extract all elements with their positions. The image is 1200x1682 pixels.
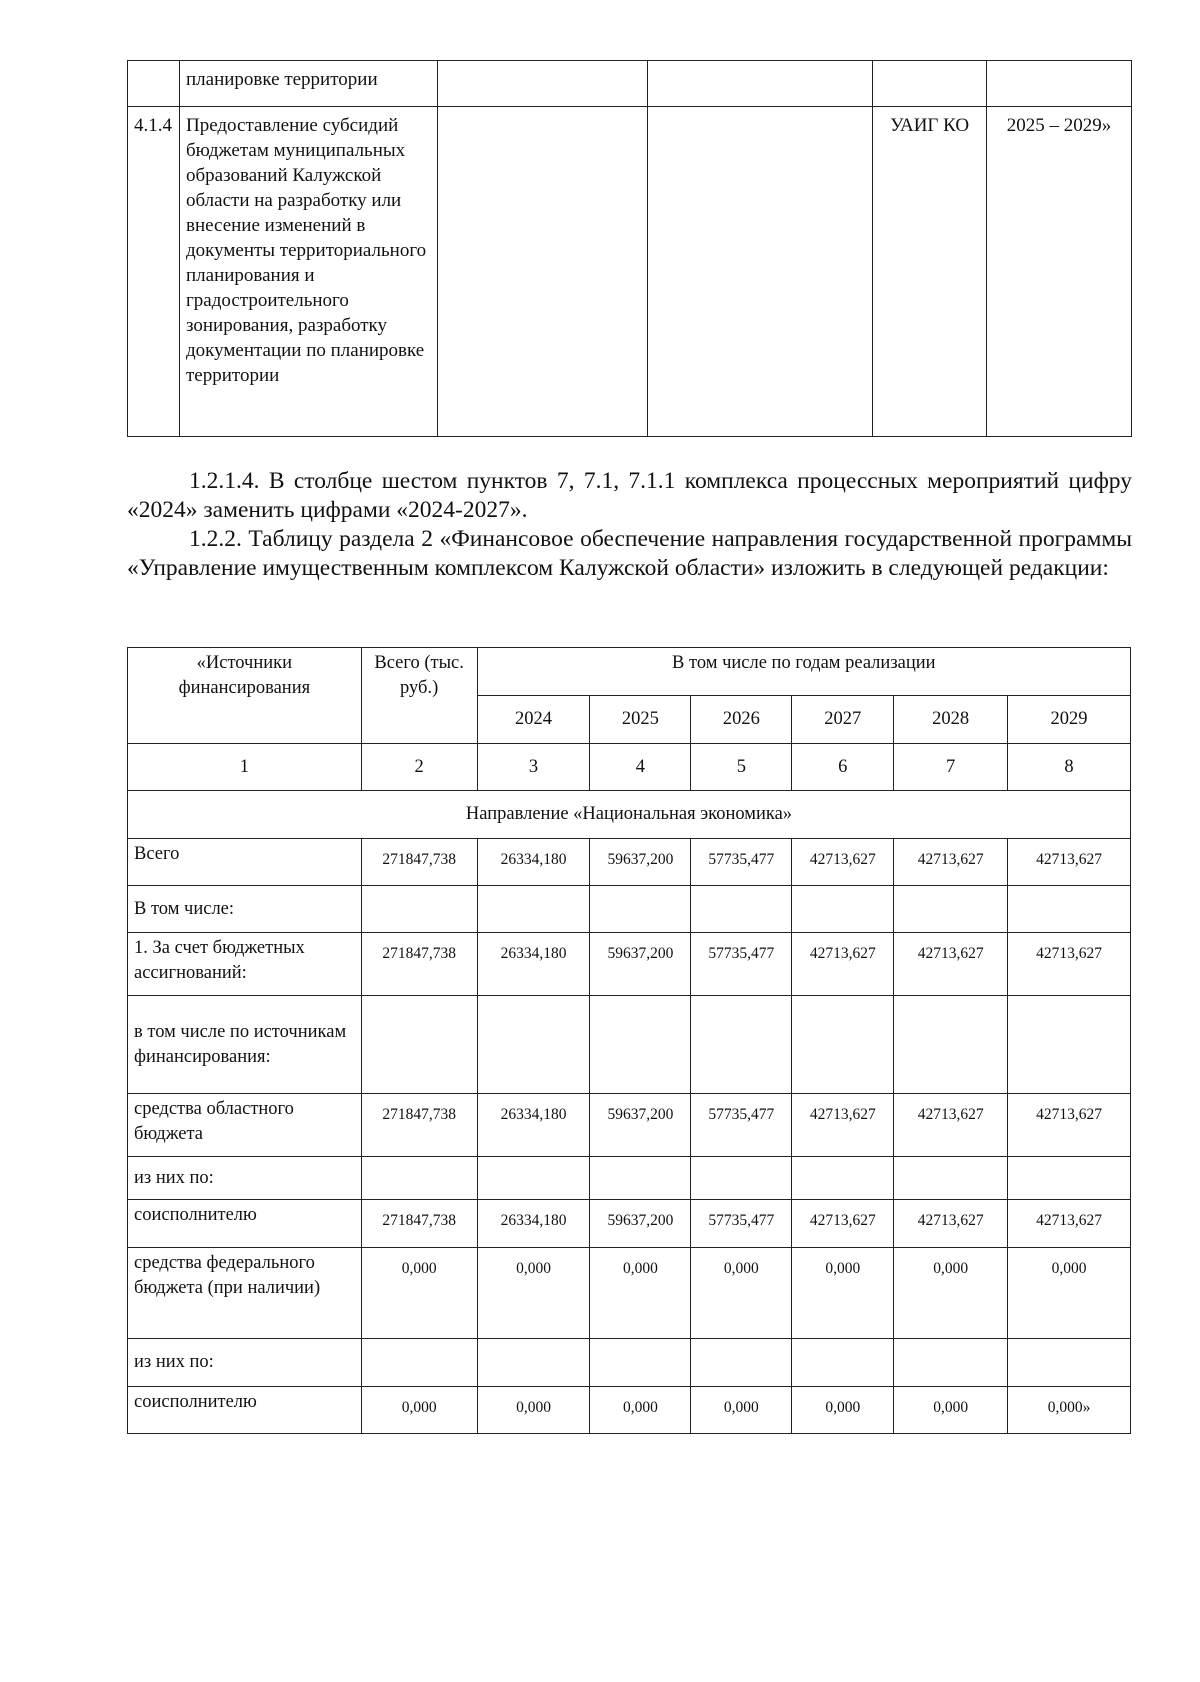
value-cell: [894, 1157, 1008, 1200]
value-cell: [691, 996, 792, 1094]
value-cell: 0,000: [477, 1387, 590, 1434]
value-cell: 0,000: [590, 1387, 691, 1434]
table-row: [128, 933, 1131, 996]
value-cell: 42713,627: [1008, 933, 1131, 996]
value-cell: 0,000: [691, 1248, 792, 1339]
column-number: 4: [590, 744, 691, 791]
value-cell: 59637,200: [590, 933, 691, 996]
table-row: [128, 1339, 1131, 1387]
empty-cell: [437, 61, 647, 107]
header-sources: «Источники финансирования: [128, 648, 362, 744]
value-cell: 271847,738: [361, 1094, 477, 1157]
row-label: из них по:: [128, 1339, 362, 1387]
value-cell: [361, 1157, 477, 1200]
value-cell: 42713,627: [894, 933, 1008, 996]
row-label: в том числе по источникам финансирования:: [128, 996, 362, 1094]
responsible-org: [873, 61, 987, 107]
value-cell: 57735,477: [691, 839, 792, 886]
value-cell: 57735,477: [691, 1094, 792, 1157]
value-cell: [792, 886, 894, 933]
column-number: 8: [1008, 744, 1131, 791]
column-number: 3: [477, 744, 590, 791]
table-row: [128, 1387, 1131, 1434]
paragraph-1-2-2: 1.2.2. Таблицу раздела 2 «Финансовое обеспечение направления государственной программы «Управление имущественным комплексом Калужской области» изложить в следующей редакции:: [127, 526, 1132, 581]
table-row: [128, 996, 1131, 1094]
value-cell: 59637,200: [590, 1200, 691, 1248]
value-cell: 0,000: [361, 1248, 477, 1339]
column-number: 5: [691, 744, 792, 791]
value-cell: [590, 996, 691, 1094]
value-cell: [477, 1339, 590, 1387]
value-cell: [590, 1157, 691, 1200]
value-cell: 0,000: [1008, 1248, 1131, 1339]
value-cell: 59637,200: [590, 839, 691, 886]
finance-rows: [128, 839, 1131, 1434]
header-row: [128, 648, 1131, 696]
value-cell: 26334,180: [477, 1094, 590, 1157]
row-label: средства областного бюджета: [128, 1094, 362, 1157]
value-cell: 26334,180: [477, 839, 590, 886]
row-number: 4.1.4: [128, 107, 180, 437]
header-year: 2028: [894, 696, 1008, 744]
column-number: 2: [361, 744, 477, 791]
row-label: соисполнителю: [128, 1200, 362, 1248]
value-cell: [894, 1339, 1008, 1387]
value-cell: 271847,738: [361, 1200, 477, 1248]
value-cell: 0,000: [792, 1248, 894, 1339]
empty-cell: [647, 107, 873, 437]
header-years-group: В том числе по годам реализации: [477, 648, 1130, 696]
value-cell: 271847,738: [361, 933, 477, 996]
value-cell: 42713,627: [1008, 839, 1131, 886]
paragraph-1-2-1-4: 1.2.1.4. В столбце шестом пунктов 7, 7.1, 7.1.1 комплекса процессных мероприятий цифру «2024» заменить цифрами «2024-2027».: [127, 468, 1132, 523]
header-year: 2026: [691, 696, 792, 744]
table-row: [128, 886, 1131, 933]
row-label: В том числе:: [128, 886, 362, 933]
value-cell: 271847,738: [361, 839, 477, 886]
value-cell: 42713,627: [792, 1094, 894, 1157]
value-cell: 42713,627: [1008, 1094, 1131, 1157]
table-row: [128, 107, 1132, 437]
value-cell: 59637,200: [590, 1094, 691, 1157]
row-label: Всего: [128, 839, 362, 886]
row-label: соисполнителю: [128, 1387, 362, 1434]
activity-name: планировке территории: [179, 61, 437, 107]
value-cell: 57735,477: [691, 1200, 792, 1248]
value-cell: [691, 1157, 792, 1200]
value-cell: 42713,627: [1008, 1200, 1131, 1248]
header-year: 2029: [1008, 696, 1131, 744]
value-cell: [1008, 886, 1131, 933]
value-cell: [894, 886, 1008, 933]
header-year: 2025: [590, 696, 691, 744]
value-cell: 0,000: [894, 1248, 1008, 1339]
value-cell: [1008, 1339, 1131, 1387]
table-row: [128, 1094, 1131, 1157]
value-cell: 42713,627: [894, 1200, 1008, 1248]
table-row: [128, 61, 1132, 107]
value-cell: [894, 996, 1008, 1094]
value-cell: [1008, 1157, 1131, 1200]
column-number: 6: [792, 744, 894, 791]
value-cell: 0,000: [792, 1387, 894, 1434]
header-year: 2024: [477, 696, 590, 744]
value-cell: [691, 1339, 792, 1387]
header-total: Всего (тыс. руб.): [361, 648, 477, 744]
value-cell: [1008, 996, 1131, 1094]
value-cell: [477, 886, 590, 933]
value-cell: 0,000: [590, 1248, 691, 1339]
responsible-org: УАИГ КО: [873, 107, 987, 437]
value-cell: [361, 996, 477, 1094]
value-cell: [590, 1339, 691, 1387]
value-cell: [792, 996, 894, 1094]
value-cell: 42713,627: [894, 839, 1008, 886]
header-year: 2027: [792, 696, 894, 744]
column-number: 7: [894, 744, 1008, 791]
table-row: [128, 839, 1131, 886]
value-cell: 42713,627: [792, 839, 894, 886]
row-label: средства федерального бюджета (при наличии): [128, 1248, 362, 1339]
value-cell: [477, 1157, 590, 1200]
value-cell: [477, 996, 590, 1094]
empty-cell: [437, 107, 647, 437]
value-cell: [361, 886, 477, 933]
implementation-period: 2025 – 2029»: [987, 107, 1132, 437]
row-label: из них по:: [128, 1157, 362, 1200]
row-label: 1. За счет бюджетных ассигнований:: [128, 933, 362, 996]
section-title: Направление «Национальная экономика»: [128, 791, 1131, 839]
column-number: 1: [128, 744, 362, 791]
value-cell: 26334,180: [477, 1200, 590, 1248]
activity-name: Предоставление субсидий бюджетам муниципальных образований Калужской области на разработку или внесение изменений в документы территориального планирования и градостроительного зонирования, разработку документации по планировке территории: [179, 107, 437, 437]
value-cell: 0,000: [691, 1387, 792, 1434]
implementation-period: [987, 61, 1132, 107]
row-number: [128, 61, 180, 107]
value-cell: 57735,477: [691, 933, 792, 996]
value-cell: [590, 886, 691, 933]
value-cell: 0,000»: [1008, 1387, 1131, 1434]
value-cell: 0,000: [894, 1387, 1008, 1434]
table-row: [128, 1200, 1131, 1248]
section-row: [128, 791, 1131, 839]
table-row: [128, 1248, 1131, 1339]
table-row: [128, 1157, 1131, 1200]
value-cell: 0,000: [477, 1248, 590, 1339]
value-cell: [691, 886, 792, 933]
column-numbers-row: [128, 744, 1131, 791]
activities-table: [127, 60, 1132, 437]
finance-table: [127, 647, 1131, 1434]
value-cell: [792, 1157, 894, 1200]
value-cell: 42713,627: [792, 1200, 894, 1248]
value-cell: 42713,627: [894, 1094, 1008, 1157]
value-cell: [792, 1339, 894, 1387]
value-cell: 42713,627: [792, 933, 894, 996]
value-cell: [361, 1339, 477, 1387]
value-cell: 26334,180: [477, 933, 590, 996]
empty-cell: [647, 61, 873, 107]
value-cell: 0,000: [361, 1387, 477, 1434]
